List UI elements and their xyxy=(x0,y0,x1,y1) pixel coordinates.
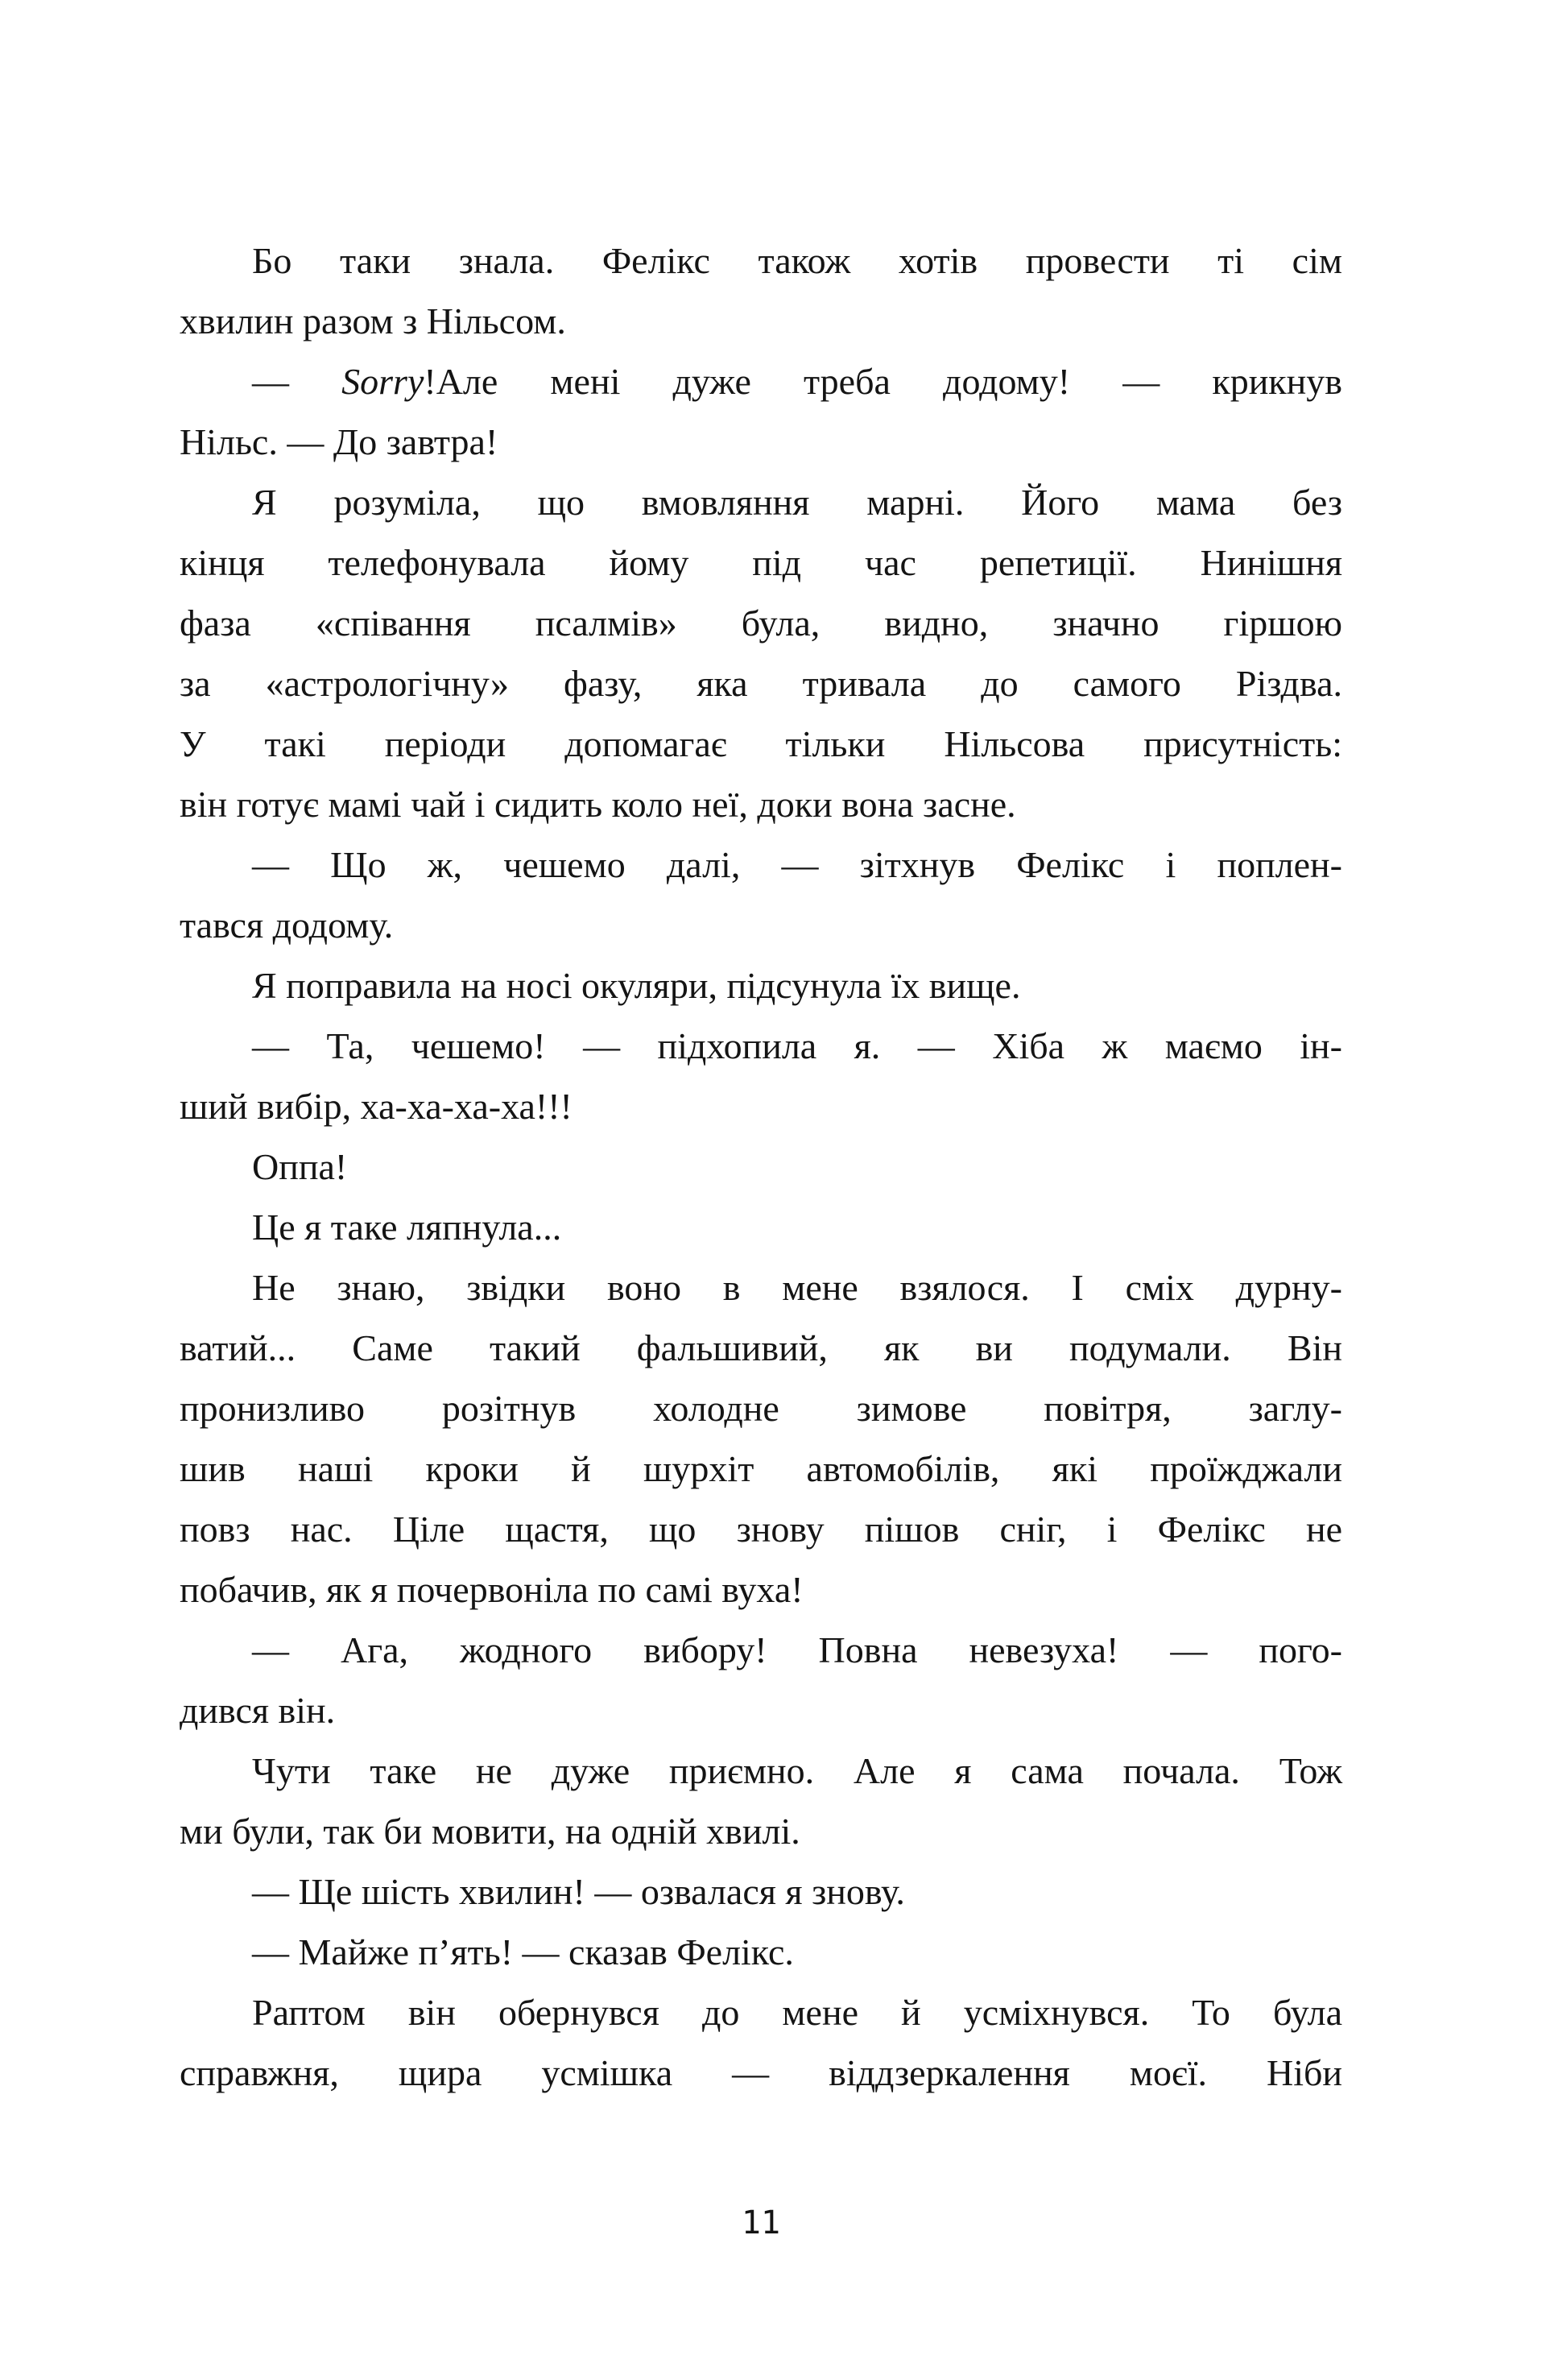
text-line: ватий... Саме такий фальшивий, як ви подумали. Він xyxy=(180,1327,1342,1368)
text-line: шив наші кроки й шурхіт автомобілів, які проїжджали xyxy=(180,1448,1342,1489)
text-line: Чути таке не дуже приємно. Але я сама почала. Тож xyxy=(252,1750,1342,1791)
text-line: справжня, щира усмішка — віддзеркалення моєї. Ніби xyxy=(180,2052,1342,2093)
text-line: пронизливо розітнув холодне зимове повітря, заглу- xyxy=(180,1388,1342,1429)
dash: — xyxy=(252,361,342,402)
text-line: Нільс. — До завтра! xyxy=(180,421,498,462)
text-line: — Ще шість хвилин! — озвалася я знову. xyxy=(252,1871,905,1912)
text-line: хвилин разом з Нільсом. xyxy=(180,300,566,341)
text-line: Оппа! xyxy=(252,1146,348,1187)
text-line: ми були, так би мовити, на одній хвилі. xyxy=(180,1811,800,1852)
text-line: Я поправила на носі окуляри, підсунула їх вище. xyxy=(252,965,1021,1006)
page-number: 11 xyxy=(741,2204,781,2241)
italic-word: Sorry xyxy=(341,361,424,402)
text-line: Це я таке ляпнула... xyxy=(252,1207,562,1248)
text-line: побачив, як я почервоніла по самі вуха! xyxy=(180,1569,804,1610)
text-line: — Майже п’ять! — сказав Фелікс. xyxy=(252,1931,794,1972)
text-line: — Ага, жодного вибору! Повна невезуха! — пого- xyxy=(252,1629,1342,1670)
text-line: повз нас. Ціле щастя, що знову пішов сніг, і Фелікс не xyxy=(180,1509,1342,1550)
text-line: Бо таки знала. Фелікс також хотів провести ті сім xyxy=(252,240,1342,281)
text-line: — Що ж, чешемо далі, — зітхнув Фелікс і поплен- xyxy=(252,844,1342,885)
line-rest: !Але мені дуже треба додому! — крикнув xyxy=(424,361,1342,402)
text-line: Не знаю, звідки воно в мене взялося. І сміх дурну- xyxy=(252,1267,1342,1308)
text-line: У такі періоди допомагає тільки Нільсова присутність: xyxy=(180,723,1342,764)
text-line: кінця телефонувала йому під час репетиції. Нинішня xyxy=(180,542,1342,583)
text-line: дився він. xyxy=(180,1690,336,1731)
text-line: Раптом він обернувся до мене й усміхнувся. То була xyxy=(252,1992,1342,2033)
text-line: тався додому. xyxy=(180,904,394,946)
body-text xyxy=(180,230,1342,2103)
text-line: за «астрологічну» фазу, яка тривала до самого Різдва. xyxy=(180,663,1342,704)
text-line xyxy=(180,351,1342,412)
text-line: — Та, чешемо! — підхопила я. — Хіба ж маємо ін- xyxy=(252,1025,1342,1066)
text-line: ший вибір, ха-ха-ха-ха!!! xyxy=(180,1086,573,1127)
text-line: Я розуміла, що вмовляння марні. Його мама без xyxy=(252,482,1342,523)
text-line: фаза «співання псалмів» була, видно, значно гіршою xyxy=(180,602,1342,644)
text-line: він готує мамі чай і сидить коло неї, доки вона засне. xyxy=(180,784,1016,825)
